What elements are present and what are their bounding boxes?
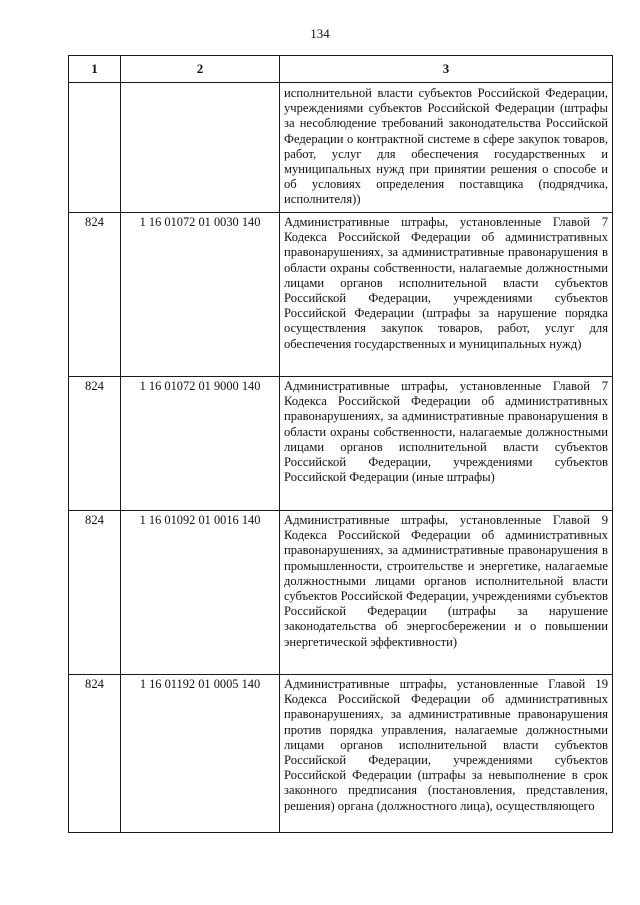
table-row <box>69 675 613 833</box>
table-header-row <box>69 56 613 83</box>
table-row <box>69 511 613 675</box>
admin-code-cell: 824 <box>69 213 121 377</box>
description-cell: исполнительной власти субъектов Российской Федерации, учреждениями субъектов Российской Федерации (штрафы за несоблюдение требований законодательства Российской Федерации о контрактной системе в сфере закупок товаров, работ, услуг для обеспечения государственных и муниципальных нужд при принятии решения о способе и об условиях определения поставщика (подрядчика, исполнителя)) <box>280 83 613 213</box>
description-cell: Административные штрафы, установленные Главой 7 Кодекса Российской Федерации об административных правонарушениях, за административные правонарушения в области охраны собственности, налагаемые должностными лицами органов исполнительной власти субъектов Российской Федерации, учреждениями субъектов Российской Федерации (иные штрафы) <box>280 377 613 511</box>
table-row-continuation <box>69 83 613 213</box>
column-header-1: 1 <box>69 56 121 83</box>
budget-code-cell <box>121 83 280 213</box>
admin-code-cell: 824 <box>69 675 121 833</box>
budget-code-cell: 1 16 01072 01 9000 140 <box>121 377 280 511</box>
budget-code-cell: 1 16 01092 01 0016 140 <box>121 511 280 675</box>
description-cell: Административные штрафы, установленные Главой 9 Кодекса Российской Федерации об административных правонарушениях, за административные правонарушения в промышленности, строительстве и энергетике, налагаемые должностными лицами органов исполнительной власти субъектов Российской Федерации, учреждениями субъектов Российской Федерации (штрафы за нарушение законодательства об энергосбережении и о повышении энергетической эффективности) <box>280 511 613 675</box>
column-header-2: 2 <box>121 56 280 83</box>
admin-code-cell <box>69 83 121 213</box>
description-cell: Административные штрафы, установленные Главой 19 Кодекса Российской Федерации об административных правонарушениях, за административные правонарушения против порядка управления, налагаемые должностными лицами органов исполнительной власти субъектов Российской Федерации, учреждениями субъектов Российской Федерации (штрафы за невыполнение в срок законного предписания (постановления, представления, решения) органа (должностного лица), осуществляющего <box>280 675 613 833</box>
table-row <box>69 213 613 377</box>
budget-codes-table <box>68 55 613 833</box>
page-number: 134 <box>310 26 330 41</box>
column-header-3: 3 <box>280 56 613 83</box>
budget-code-cell: 1 16 01072 01 0030 140 <box>121 213 280 377</box>
table-row <box>69 377 613 511</box>
description-cell: Административные штрафы, установленные Главой 7 Кодекса Российской Федерации об административных правонарушениях, за административные правонарушения в области охраны собственности, налагаемые должностными лицами органов исполнительной власти субъектов Российской Федерации, учреждениями субъектов Российской Федерации (штрафы за нарушение порядка осуществления закупок товаров, работ, услуг для обеспечения государственных и муниципальных нужд) <box>280 213 613 377</box>
admin-code-cell: 824 <box>69 377 121 511</box>
budget-code-cell: 1 16 01192 01 0005 140 <box>121 675 280 833</box>
admin-code-cell: 824 <box>69 511 121 675</box>
